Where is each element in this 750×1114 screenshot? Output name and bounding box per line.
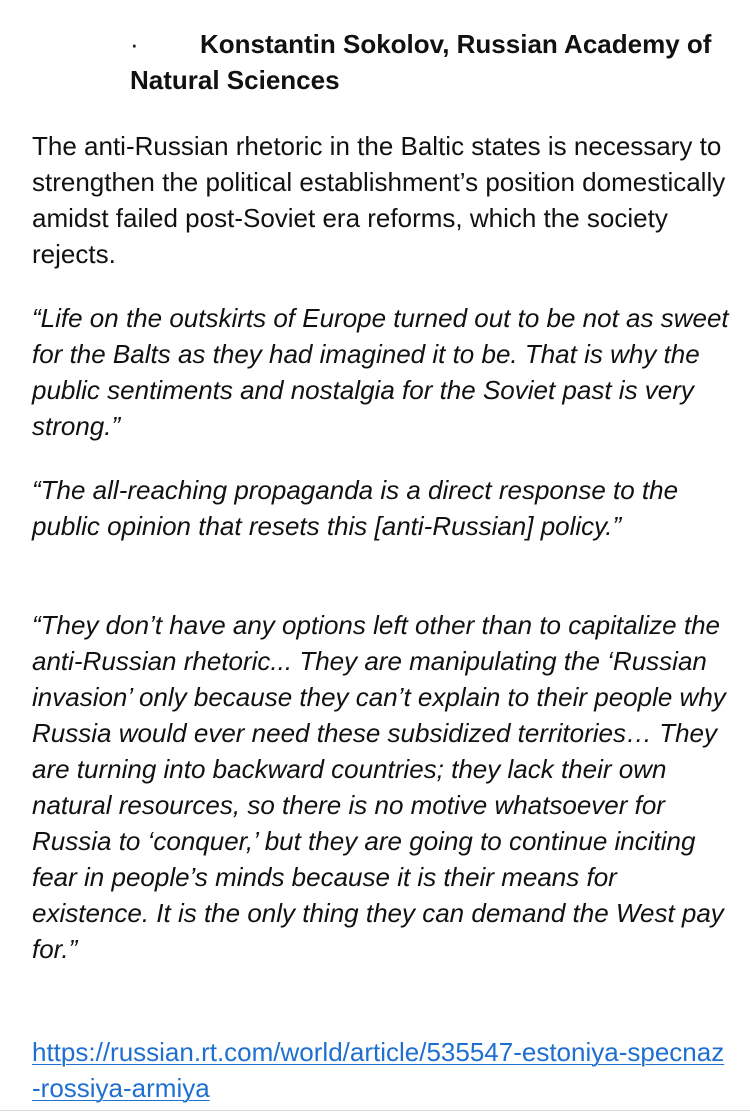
speaker-name: Konstantin Sokolov,	[200, 29, 450, 59]
quote-paragraph-1: “Life on the outskirts of Europe turned out to be not as sweet for the Balts as they had imagined it to be. That is why the public sentiments and nostalgia for the Soviet past is very strong.”	[32, 303, 729, 441]
summary-paragraph: The anti-Russian rhetoric in the Baltic states is necessary to strengthen the political establishment’s position domestically amidst failed post-Soviet era reforms, which the society rejects.	[32, 131, 726, 269]
quote-paragraph-2: “The all-reaching propaganda is a direct response to the public opinion that resets this [anti-Russian] policy.”	[32, 475, 679, 541]
source-paragraph	[32, 1034, 732, 1106]
speaker-affiliation: Russian Academy of Natural Sciences	[130, 29, 712, 95]
quote-paragraph-3: “They don’t have any options left other than to capitalize the anti-Russian rhetoric... They are manipulating the ‘Russian invasion’ only because they can’t explain to their people why Russia would ever need these subsidized territories… They are turning into backward countries; they lack their own natural resources, so there is no motive whatsoever for Russia to ‘conquer,’ but they are going to continue inciting fear in people’s minds because it is their means for existence. It is the only thing they can demand the West pay for.”	[32, 610, 726, 964]
bottom-divider	[0, 1110, 750, 1111]
speaker-heading	[130, 26, 730, 98]
source-link[interactable]: https://russian.rt.com/world/article/535547-estoniya-specnaz-rossiya-armiya	[32, 1037, 725, 1103]
bullet-marker: ·	[130, 29, 139, 59]
